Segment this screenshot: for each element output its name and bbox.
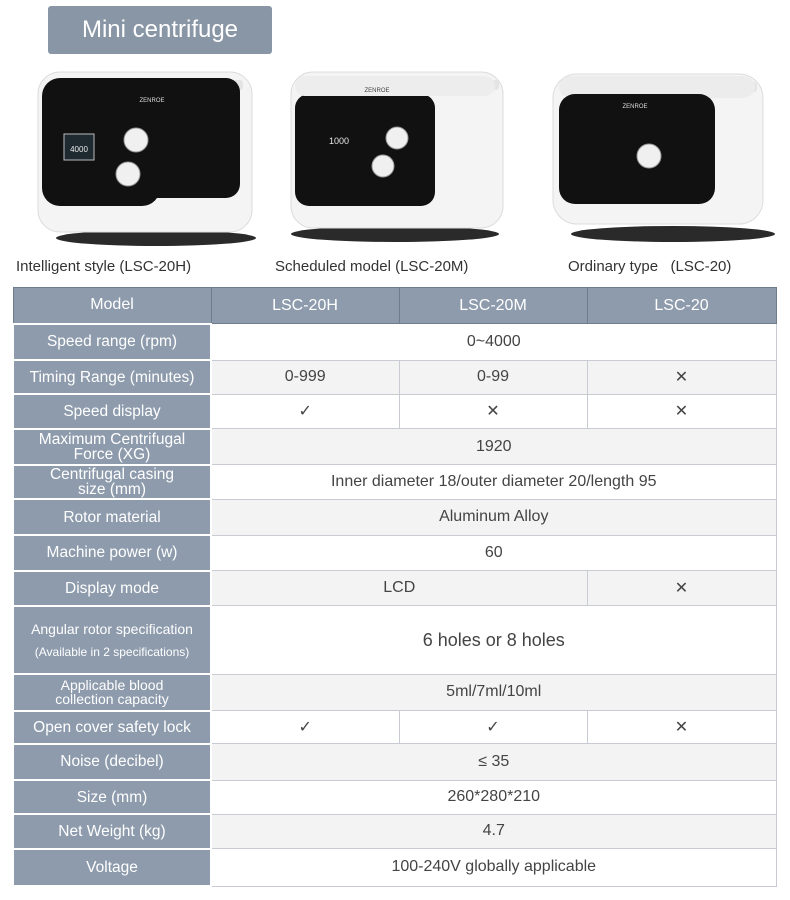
value-size: 260*280*210 [211, 780, 776, 814]
value-rotor-material: Aluminum Alloy [211, 499, 776, 535]
table-row [13, 465, 776, 499]
value-display-mode: LCD [211, 571, 587, 606]
device-lid [295, 76, 495, 96]
row-label-noise: Noise (decibel) [13, 744, 211, 780]
brand-logo: ZENROE [139, 98, 165, 104]
lcd-screen-text: 4000 [70, 145, 88, 154]
table-row [13, 711, 776, 744]
cross-icon: ✕ [587, 394, 776, 428]
lcd-screen-text: 1000 [328, 136, 350, 146]
row-label-timing-range: Timing Range (minutes) [13, 360, 211, 394]
speed-knob [386, 127, 408, 149]
cross-icon: ✕ [587, 360, 776, 394]
label-line: Applicable blood [60, 677, 164, 694]
row-label-casing-size [13, 465, 211, 499]
cross-icon: ✕ [587, 571, 776, 606]
table-row [13, 324, 776, 360]
label-line: Centrifugal casing [49, 465, 175, 483]
label-line: size (mm) [77, 480, 147, 498]
brand-logo: ZENROE [364, 88, 390, 94]
table-row [13, 744, 776, 780]
value-angular-rotor: 6 holes or 8 holes [211, 606, 776, 675]
value-noise: ≤ 35 [211, 744, 776, 780]
row-label-display-mode: Display mode [13, 571, 211, 606]
row-label-blood-capacity [13, 674, 211, 710]
value-machine-power: 60 [211, 535, 776, 570]
header-col-lsc-20m: LSC-20M [399, 288, 587, 324]
row-label-speed-display: Speed display [13, 394, 211, 428]
product-caption-lsc-20h: Intelligent style (LSC-20H) [16, 258, 192, 275]
brand-logo: ZENROE [622, 104, 648, 110]
value-timing-lsc-20h: 0-999 [211, 360, 399, 394]
value-voltage: 100-240V globally applicable [211, 849, 776, 886]
centrifuge-lsc-20h-image [28, 62, 264, 252]
centrifuge-lsc-20m-image [285, 62, 521, 252]
table-row [13, 394, 776, 428]
label-line: collection capacity [55, 691, 169, 708]
table-row [13, 429, 776, 465]
value-casing-size: Inner diameter 18/outer diameter 20/length 95 [211, 465, 776, 499]
row-label-max-centrifugal-force [13, 429, 211, 465]
label-line: Angular rotor specification [31, 620, 193, 637]
table-row [13, 814, 776, 848]
value-speed-range: 0~4000 [211, 324, 776, 360]
row-label-size: Size (mm) [13, 780, 211, 814]
value-max-force: 1920 [211, 429, 776, 465]
label-line: Force (XG) [73, 445, 151, 463]
table-row [13, 606, 776, 675]
cross-icon: ✕ [399, 394, 587, 428]
value-net-weight: 4.7 [211, 814, 776, 848]
label-line: (Available in 2 specifications) [34, 644, 190, 659]
row-label-machine-power: Machine power (w) [13, 535, 211, 570]
row-label-speed-range: Speed range (rpm) [13, 324, 211, 360]
centrifuge-lsc-20-image [545, 62, 781, 252]
row-label-voltage: Voltage [13, 849, 211, 886]
speed-knob [124, 128, 148, 152]
device-base-shadow [571, 226, 775, 242]
device-front-panel [295, 94, 435, 206]
value-blood-capacity: 5ml/7ml/10ml [211, 674, 776, 710]
table-row [13, 674, 776, 710]
timer-knob [116, 162, 140, 186]
header-col-lsc-20h: LSC-20H [211, 288, 399, 324]
page-title: Mini centrifuge [48, 6, 272, 54]
check-icon: ✓ [399, 711, 587, 744]
timer-knob [372, 155, 394, 177]
table-row [13, 571, 776, 606]
row-label-safety-lock: Open cover safety lock [13, 711, 211, 744]
row-label-net-weight: Net Weight (kg) [13, 814, 211, 848]
speed-knob [637, 144, 661, 168]
row-label-angular-rotor [13, 606, 211, 675]
table-row [13, 360, 776, 394]
product-caption-lsc-20: Ordinary type (LSC-20) [568, 258, 732, 275]
cross-icon: ✕ [587, 711, 776, 744]
header-model-label: Model [13, 288, 211, 324]
check-icon: ✓ [211, 394, 399, 428]
table-row [13, 849, 776, 886]
row-label-rotor-material: Rotor material [13, 499, 211, 535]
value-timing-lsc-20m: 0-99 [399, 360, 587, 394]
label-line: Maximum Centrifugal [38, 430, 186, 448]
table-header-row [13, 288, 776, 324]
check-icon: ✓ [211, 711, 399, 744]
specification-table [12, 287, 777, 887]
table-row [13, 499, 776, 535]
product-caption-lsc-20m: Scheduled model (LSC-20M) [275, 258, 469, 275]
table-row [13, 535, 776, 570]
device-front-panel [559, 94, 715, 204]
header-col-lsc-20: LSC-20 [587, 288, 776, 324]
table-row [13, 780, 776, 814]
